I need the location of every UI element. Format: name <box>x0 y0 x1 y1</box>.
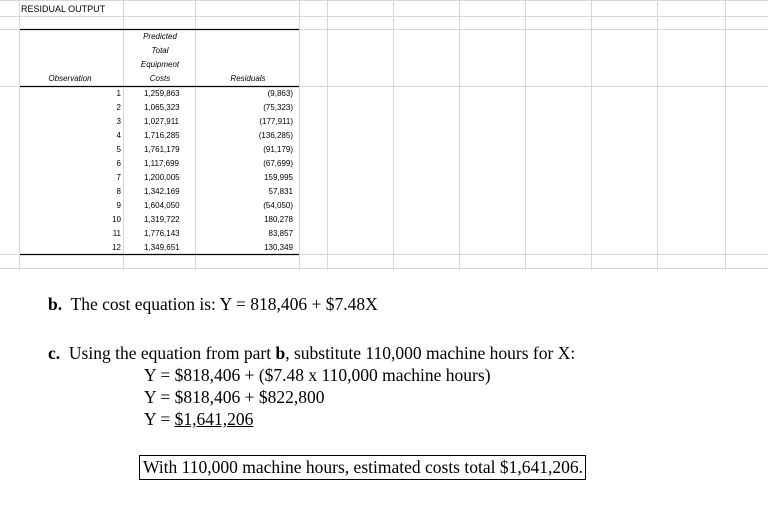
observation-number: 8 <box>116 187 121 196</box>
observation-number: 7 <box>116 173 121 182</box>
residual-value: (75,323) <box>263 103 293 112</box>
observation-number: 4 <box>116 131 121 140</box>
observation-number: 5 <box>116 145 121 154</box>
observation-number: 12 <box>112 243 121 252</box>
part-b-label: b. <box>48 294 63 314</box>
observation-number: 10 <box>112 215 121 224</box>
residual-value: (54,050) <box>263 201 293 210</box>
residual-value: (91,179) <box>263 145 293 154</box>
residual-value: 180,278 <box>264 215 293 224</box>
observation-number: 1 <box>116 89 121 98</box>
residual-value: 159,995 <box>264 173 293 182</box>
equation-line-2: Y = $818,406 + $822,800 <box>144 387 325 407</box>
predicted-cost-value: 1,027,911 <box>144 117 179 126</box>
predicted-cost-value: 1,349,651 <box>144 243 180 252</box>
predicted-cost-value: 1,761,179 <box>144 145 180 154</box>
predicted-cost-value: 1,776,143 <box>144 229 180 238</box>
part-b-line <box>48 294 378 315</box>
part-c-intro-bold: b <box>275 343 286 363</box>
predicted-header-line: Predicted <box>143 32 177 41</box>
cost-equation-text: The cost equation is: Y = 818,406 + $7.48X <box>70 294 378 314</box>
observation-header: Observation <box>48 74 92 83</box>
estimated-cost-result: $1,641,206 <box>174 409 254 429</box>
part-c-intro-pre: Using the equation from part <box>68 343 276 363</box>
part-c-label: c. <box>48 343 61 363</box>
residual-value: (67,699) <box>263 159 293 168</box>
predicted-header-line: Equipment <box>140 60 180 69</box>
part-c-line <box>48 343 575 364</box>
predicted-header-line: Costs <box>149 74 171 83</box>
observation-number: 2 <box>116 103 121 112</box>
part-c-intro-post: , substitute 110,000 machine hours for X: <box>285 343 576 363</box>
residual-value: (9,863) <box>267 89 293 98</box>
observation-number: 3 <box>116 117 121 126</box>
predicted-cost-value: 1,716,285 <box>144 131 180 140</box>
equation-line-3 <box>144 409 253 430</box>
predicted-cost-value: 1,319,722 <box>144 215 180 224</box>
residual-value: 83,857 <box>268 229 293 238</box>
observation-number: 11 <box>112 229 121 238</box>
predicted-cost-value: 1,342,169 <box>144 187 180 196</box>
residual-output-title: RESIDUAL OUTPUT <box>21 4 106 14</box>
predicted-cost-value: 1,259,863 <box>144 89 180 98</box>
equation-line-1: Y = $818,406 + ($7.48 x 110,000 machine hours) <box>144 365 491 385</box>
equation-line-3-prefix: Y = <box>144 409 175 429</box>
predicted-cost-value: 1,200,005 <box>144 173 180 182</box>
residuals-header: Residuals <box>230 74 266 83</box>
observation-number: 9 <box>116 201 121 210</box>
summary-box: With 110,000 machine hours, estimated costs total $1,641,206. <box>139 455 586 480</box>
residual-value: (177,911) <box>259 117 293 126</box>
predicted-cost-value: 1,117,699 <box>144 159 179 168</box>
residual-value: 57,831 <box>268 187 293 196</box>
predicted-cost-value: 1,604,050 <box>144 201 180 210</box>
predicted-header-line: Total <box>151 46 169 55</box>
predicted-cost-value: 1,065,323 <box>144 103 180 112</box>
observation-number: 6 <box>116 159 121 168</box>
residual-value: (136,285) <box>258 131 293 140</box>
residual-value: 130,349 <box>264 243 293 252</box>
